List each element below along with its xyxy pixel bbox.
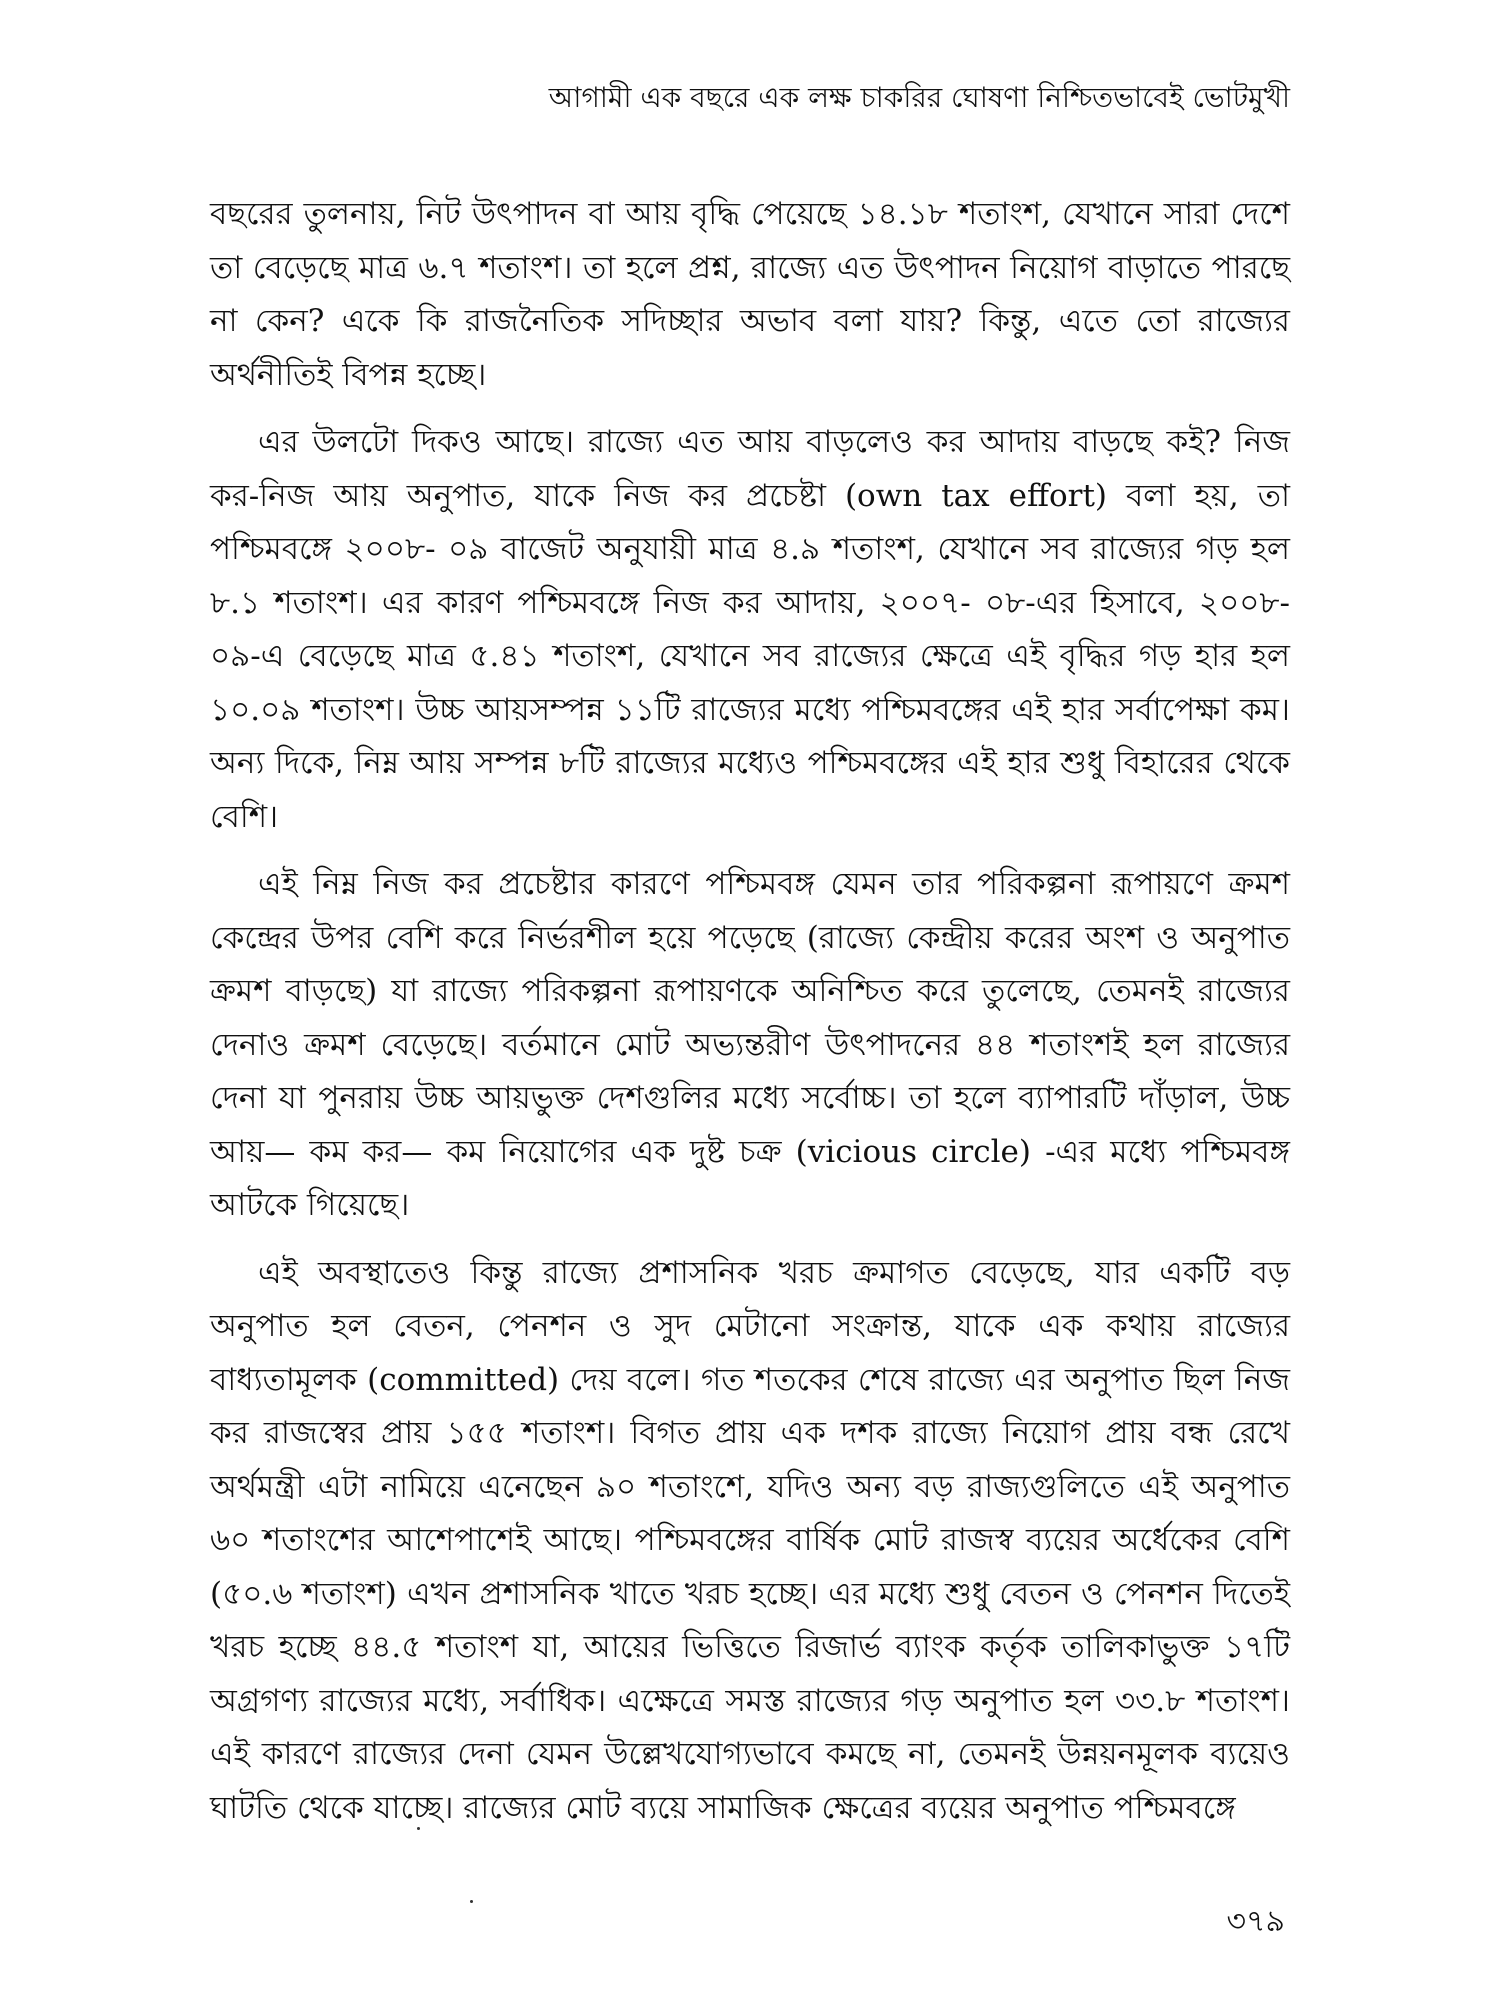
running-header: আগামী এক বছরে এক লক্ষ চাকরির ঘোষণা নিশ্চিতভাবেই ভোটমুখী — [548, 81, 1290, 114]
print-speck — [470, 1900, 473, 1903]
page-number: ৩৭৯ — [1226, 1904, 1285, 1939]
paragraph-4: এই অবস্থাতেও কিন্তু রাজ্যে প্রশাসনিক খরচ ক্রমাগত বেড়েছে, যার একটি বড় অনুপাত হল বেতন, পেনশন ও সুদ মেটানো সংক্রান্ত, যাকে এক কথায় রাজ্যের বাধ্যতামূলক (committed) দেয় বলে। গত শতকের শেষে রাজ্যে এর অনুপাত ছিল নিজ কর রাজস্বের প্রায় ১৫৫ শতাংশ। বিগত প্রায় এক দশক রাজ্যে নিয়োগ প্রায় বন্ধ রেখে অর্থমন্ত্রী এটা নামিয়ে এনেছেন ৯০ শতাংশে, যদিও অন্য বড় রাজ্যগুলিতে এই অনুপাত ৬০ শতাংশের আশেপাশেই আছে। পশ্চিমবঙ্গের বার্ষিক মোট রাজস্ব ব্যয়ের অর্ধেকের বেশি (৫০.৬ শতাংশ) এখন প্রশাসনিক খাতে খরচ হচ্ছে। এর মধ্যে শুধু বেতন ও পেনশন দিতেই খরচ হচ্ছে ৪৪.৫ শতাংশ যা, আয়ের ভিত্তিতে রিজার্ভ ব্যাংক কর্তৃক তালিকাভুক্ত ১৭টি অগ্রগণ্য রাজ্যের মধ্যে, সর্বাধিক। এক্ষেত্রে সমস্ত রাজ্যের গড় অনুপাত হল ৩৩.৮ শতাংশ। এই কারণে রাজ্যের দেনা যেমন উল্লেখযোগ্যভাবে কমছে না, তেমনই উন্নয়নমূলক ব্যয়েও ঘাটতি থেকে যাচ্ছে। রাজ্যের মোট ব্যয়ে সামাজিক ক্ষেত্রের ব্যয়ের অনুপাত পশ্চিমবঙ্গে — [210, 1254, 1290, 1826]
paragraph-1: বছরের তুলনায়, নিট উৎপাদন বা আয় বৃদ্ধি পেয়েছে ১৪.১৮ শতাংশ, যেখানে সারা দেশে তা বেড়েছে মাত্র ৬.৭ শতাংশ। তা হলে প্রশ্ন, রাজ্যে এত উৎপাদন নিয়োগ বাড়াতে পারছে না কেন? একে কি রাজনৈতিক সদিচ্ছার অভাব বলা যায়? কিন্তু, এতে তো রাজ্যের অর্থনীতিই বিপন্ন হচ্ছে। — [210, 196, 1290, 393]
paragraph-2: এর উলটো দিকও আছে। রাজ্যে এত আয় বাড়লেও কর আদায় বাড়ছে কই? নিজ কর-নিজ আয় অনুপাত, যাকে নিজ কর প্রচেষ্টা (own tax effort) বলা হয়, তা পশ্চিমবঙ্গে ২০০৮- ০৯ বাজেট অনুযায়ী মাত্র ৪.৯ শতাংশ, যেখানে সব রাজ্যের গড় হল ৮.১ শতাংশ। এর কারণ পশ্চিমবঙ্গে নিজ কর আদায়, ২০০৭- ০৮-এর হিসাবে, ২০০৮- ০৯-এ বেড়েছে মাত্র ৫.৪১ শতাংশ, যেখানে সব রাজ্যের ক্ষেত্রে এই বৃদ্ধির গড় হার হল ১০.০৯ শতাংশ। উচ্চ আয়সম্পন্ন ১১টি রাজ্যের মধ্যে পশ্চিমবঙ্গের এই হার সর্বাপেক্ষা কম। অন্য দিকে, নিম্ন আয় সম্পন্ন ৮টি রাজ্যের মধ্যেও পশ্চিমবঙ্গের এই হার শুধু বিহারের থেকে বেশি। — [210, 424, 1290, 835]
print-speck — [417, 1827, 420, 1830]
paragraph-3: এই নিম্ন নিজ কর প্রচেষ্টার কারণে পশ্চিমবঙ্গ যেমন তার পরিকল্পনা রূপায়ণে ক্রমশ কেন্দ্রের উপর বেশি করে নির্ভরশীল হয়ে পড়েছে (রাজ্যে কেন্দ্রীয় করের অংশ ও অনুপাত ক্রমশ বাড়ছে) যা রাজ্যে পরিকল্পনা রূপায়ণকে অনিশ্চিত করে তুলেছে, তেমনই রাজ্যের দেনাও ক্রমশ বেড়েছে। বর্তমানে মোট অভ্যন্তরীণ উৎপাদনের ৪৪ শতাংশই হল রাজ্যের দেনা যা পুনরায় উচ্চ আয়ভুক্ত দেশগুলির মধ্যে সর্বোচ্চ। তা হলে ব্যাপারটি দাঁড়াল, উচ্চ আয়— কম কর— কম নিয়োগের এক দুষ্ট চক্র (vicious circle) -এর মধ্যে পশ্চিমবঙ্গ আটকে গিয়েছে। — [210, 866, 1290, 1223]
body-text — [210, 188, 1290, 1835]
